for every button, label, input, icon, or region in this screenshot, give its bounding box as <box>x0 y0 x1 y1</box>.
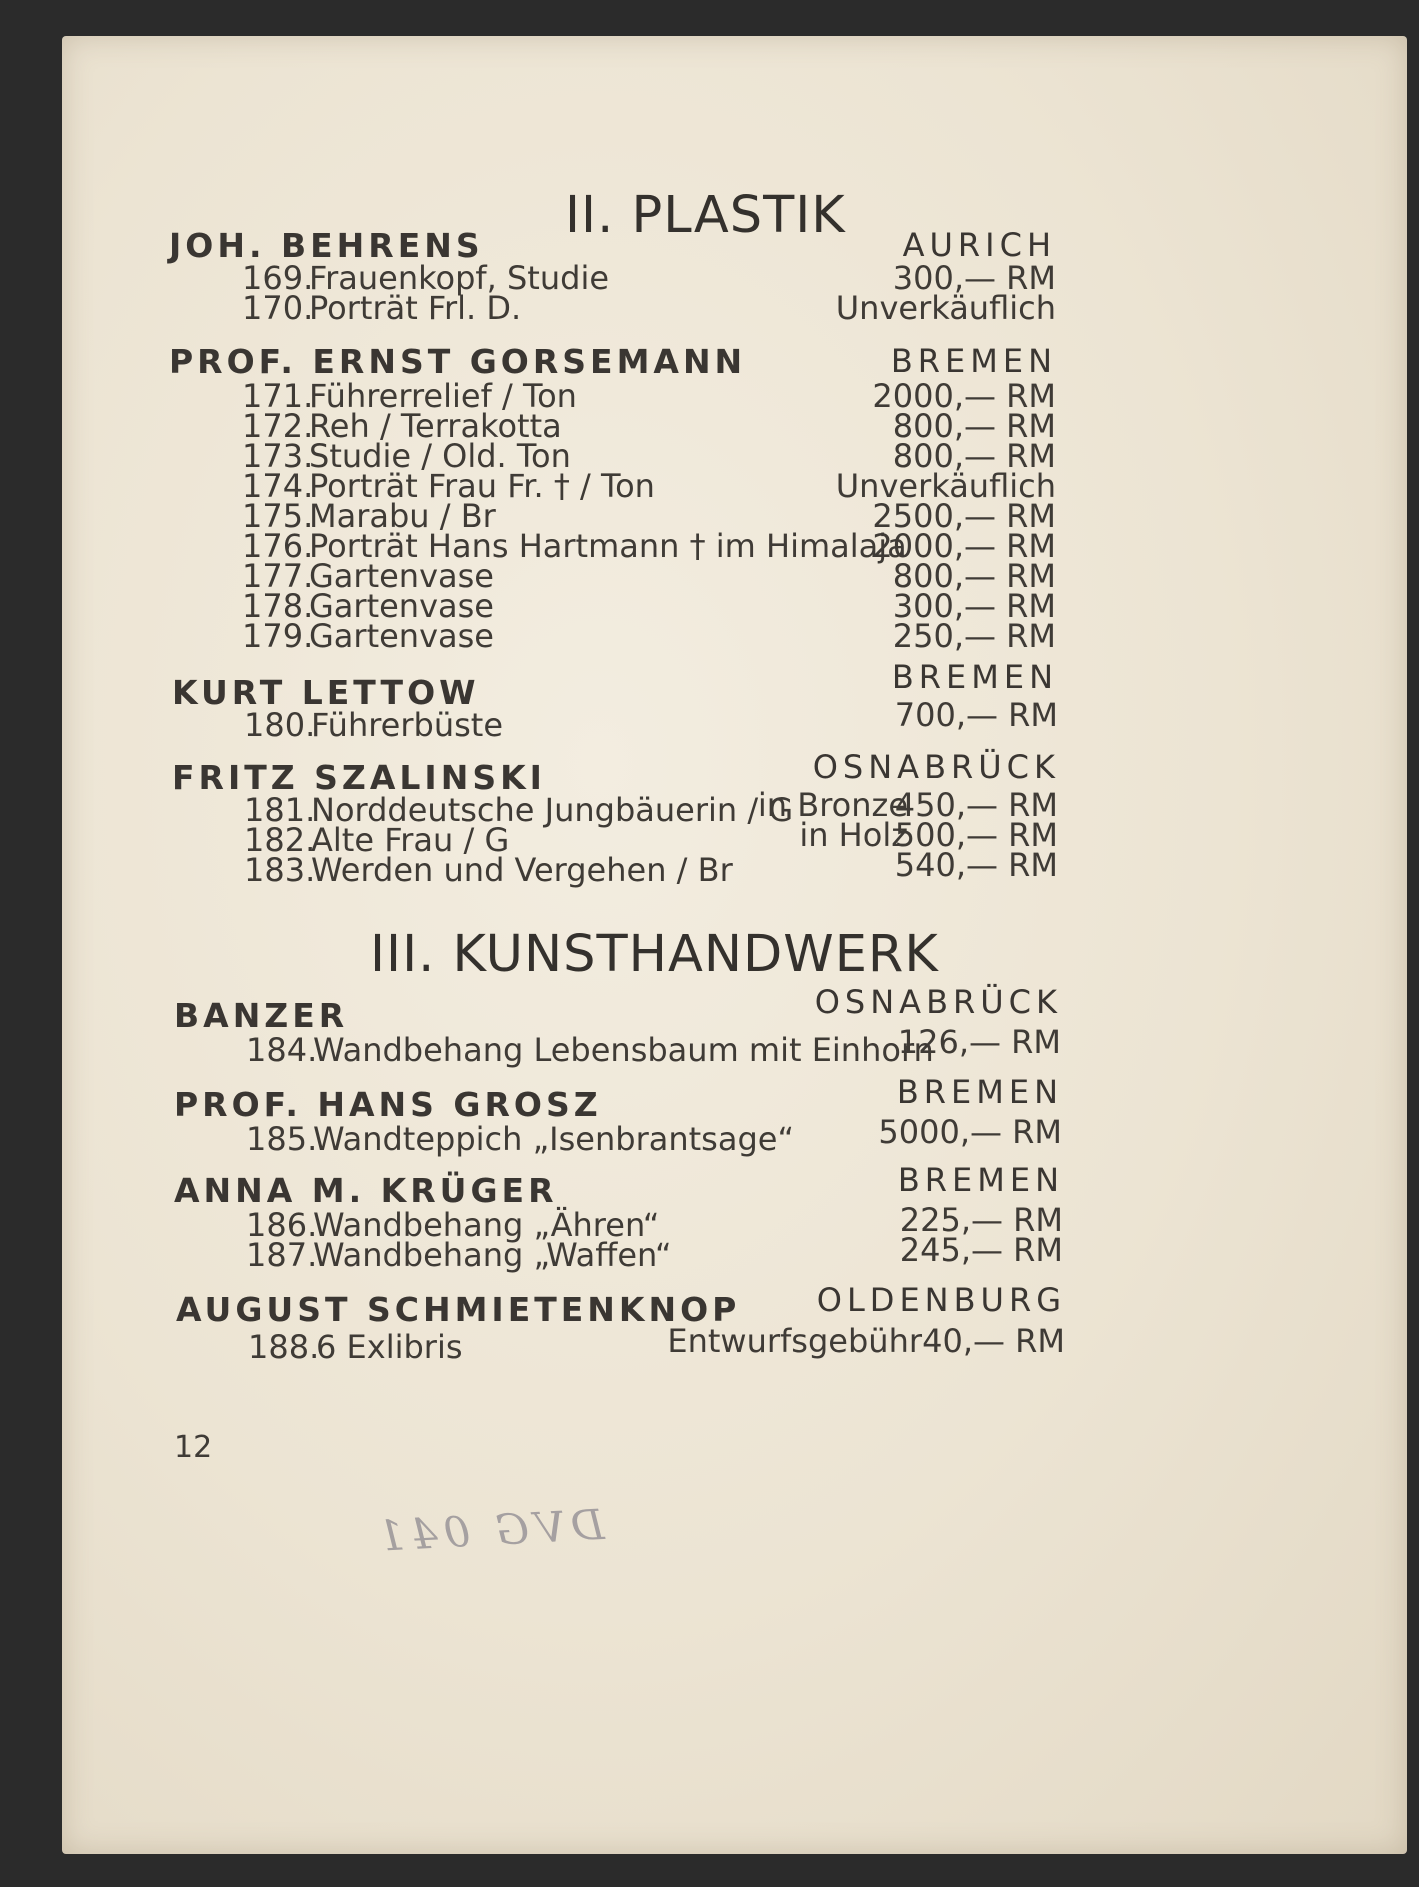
item-price: 245,— RM <box>899 1231 1063 1269</box>
item-price: Unverkäuflich <box>835 289 1056 327</box>
item-title: Wandbehang Lebensbaum mit Einhorn <box>313 1031 934 1069</box>
page-number: 12 <box>174 1430 213 1465</box>
artist-city: OSNABRÜCK <box>814 983 1062 1021</box>
item-material-note: in Holz <box>799 816 908 854</box>
item-title: Studie / Old. Ton <box>309 437 571 475</box>
item-price: Unverkäuflich <box>835 467 1056 505</box>
item-number: 170. <box>242 289 314 327</box>
item-number: 184. <box>246 1031 318 1069</box>
item-title: Wandbehang „Waffen“ <box>313 1236 672 1274</box>
item-title: Alte Frau / G <box>311 821 510 859</box>
item-title: Porträt Hans Hartmann † im Himalaja <box>309 527 907 565</box>
item-number: 171. <box>242 377 314 415</box>
item-title: 6 Exlibris <box>316 1328 463 1366</box>
item-price: 5000,— RM <box>878 1113 1062 1151</box>
artist-city: AURICH <box>902 226 1056 264</box>
artist-name: PROF. ERNST GORSEMANN <box>169 342 747 381</box>
item-number: 178. <box>242 587 314 625</box>
artist-city: BREMEN <box>896 1073 1063 1111</box>
item-title: Porträt Frl. D. <box>309 289 522 327</box>
artist-name: JOH. BEHRENS <box>169 226 484 265</box>
item-number: 183. <box>244 851 316 889</box>
item-number: 177. <box>242 557 314 595</box>
item-number: 182. <box>244 821 316 859</box>
item-number: 175. <box>242 497 314 535</box>
item-number: 172. <box>242 407 314 445</box>
artist-city: OLDENBURG <box>816 1281 1066 1319</box>
item-fee-note: Entwurfsgebühr <box>667 1322 922 1360</box>
item-material-note: in Bronze <box>757 786 908 824</box>
item-price: 2000,— RM <box>872 377 1056 415</box>
item-price: 800,— RM <box>892 407 1056 445</box>
item-price: 500,— RM <box>894 816 1058 854</box>
item-title: Wandbehang „Ähren“ <box>313 1206 660 1244</box>
item-title: Reh / Terrakotta <box>309 407 562 445</box>
item-number: 179. <box>242 617 314 655</box>
artist-name: PROF. HANS GROSZ <box>174 1085 602 1124</box>
section-title-plastik: II. PLASTIK <box>565 186 846 245</box>
item-price: 126,— RM <box>897 1023 1061 1061</box>
item-title: Marabu / Br <box>309 497 496 535</box>
item-price: 300,— RM <box>892 259 1056 297</box>
artist-name: AUGUST SCHMIETENKNOP <box>176 1290 741 1329</box>
item-title: Führerbüste <box>311 706 504 744</box>
artist-city: BREMEN <box>890 342 1057 380</box>
handwritten-note: DVG 041 <box>370 1499 606 1562</box>
item-price: 300,— RM <box>892 587 1056 625</box>
item-number: 173. <box>242 437 314 475</box>
item-number: 180. <box>244 706 316 744</box>
artist-city: BREMEN <box>891 658 1058 696</box>
item-price: 2000,— RM <box>872 527 1056 565</box>
item-price: 800,— RM <box>892 437 1056 475</box>
item-number: 187. <box>246 1236 318 1274</box>
item-title: Gartenvase <box>309 557 494 595</box>
artist-name: ANNA M. KRÜGER <box>174 1171 558 1210</box>
section-title-kunsthandwerk: III. KUNSTHANDWERK <box>370 925 939 984</box>
item-title: Werden und Vergehen / Br <box>311 851 733 889</box>
item-title: Wandteppich „Isenbrantsage“ <box>313 1120 795 1158</box>
item-price: 700,— RM <box>894 696 1058 734</box>
item-number: 174. <box>242 467 314 505</box>
artist-city: OSNABRÜCK <box>812 748 1060 786</box>
item-title: Gartenvase <box>309 617 494 655</box>
item-number: 185. <box>246 1120 318 1158</box>
item-title: Porträt Frau Fr. † / Ton <box>309 467 655 505</box>
artist-name: BANZER <box>174 996 349 1035</box>
item-number: 181. <box>244 791 316 829</box>
catalog-page <box>62 36 1407 1854</box>
item-title: Norddeutsche Jungbäuerin / G <box>311 791 794 829</box>
item-price: 540,— RM <box>894 846 1058 884</box>
item-title: Frauenkopf, Studie <box>309 259 610 297</box>
artist-name: FRITZ SZALINSKI <box>172 758 546 797</box>
artist-city: BREMEN <box>897 1161 1064 1199</box>
item-price: 250,— RM <box>892 617 1056 655</box>
item-price: 225,— RM <box>899 1201 1063 1239</box>
item-number: 176. <box>242 527 314 565</box>
item-number: 186. <box>246 1206 318 1244</box>
item-number: 169. <box>242 259 314 297</box>
item-price: 800,— RM <box>892 557 1056 595</box>
artist-name: KURT LETTOW <box>172 673 480 712</box>
item-price: 450,— RM <box>894 786 1058 824</box>
item-price: 40,— RM <box>922 1322 1065 1360</box>
item-number: 188. <box>248 1328 320 1366</box>
item-title: Führerrelief / Ton <box>309 377 577 415</box>
item-price: 2500,— RM <box>872 497 1056 535</box>
item-title: Gartenvase <box>309 587 494 625</box>
